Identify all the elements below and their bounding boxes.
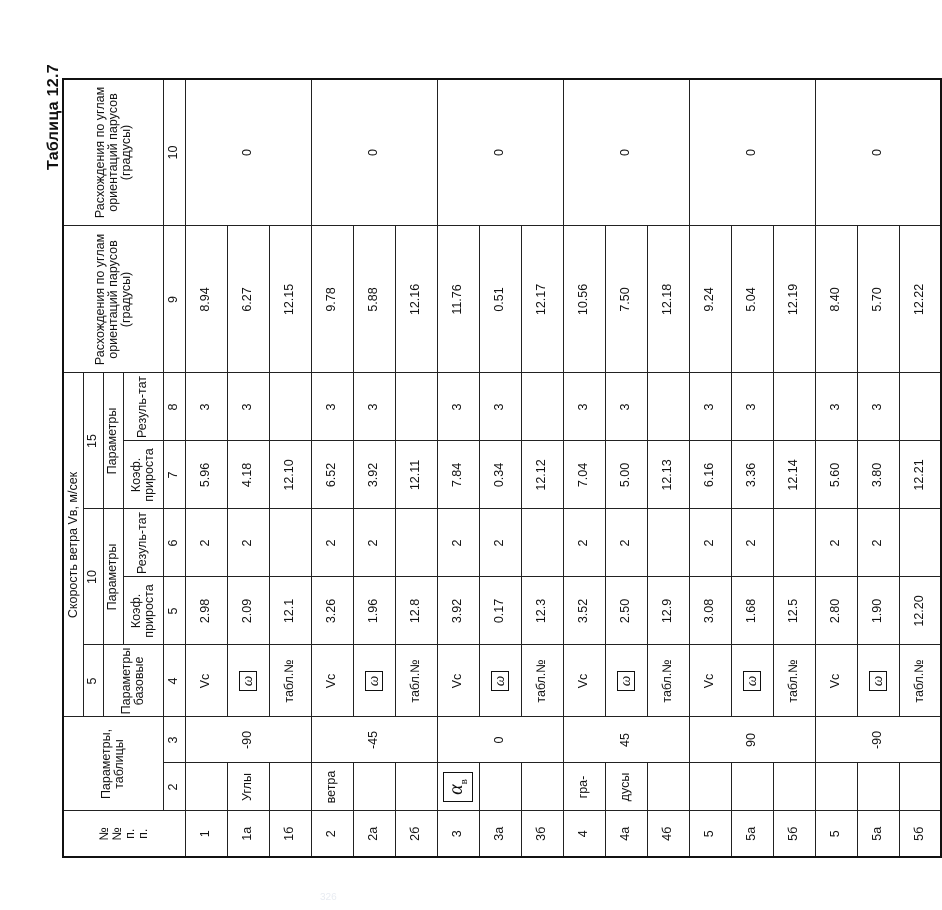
- column-number: 3: [163, 717, 185, 763]
- result-10-cell: 7.04: [563, 441, 605, 509]
- table-row: [311, 79, 353, 857]
- param-name-cell: [647, 645, 689, 717]
- param-name-text: табл.№: [786, 659, 801, 703]
- result-10-cell: 4.18: [227, 441, 269, 509]
- param-name-cell: [899, 645, 941, 717]
- coef-15-cell: 3: [227, 373, 269, 441]
- result-10-cell: 5.60: [815, 441, 857, 509]
- param-name-cell: [857, 645, 899, 717]
- table-row: [437, 79, 479, 857]
- side-label-cell: [353, 763, 395, 811]
- alpha-letter: α: [444, 784, 467, 795]
- result-15-cell: 9.24: [689, 226, 731, 373]
- param-name-text: табл.№: [660, 659, 675, 703]
- row-number-cell: 5б: [773, 811, 815, 857]
- base-value-cell: 12.9: [647, 577, 689, 645]
- param-name-cell: [437, 645, 479, 717]
- coef-10-cell: [773, 509, 815, 577]
- coef-15-cell: [269, 373, 311, 441]
- param-name-text: Vc: [450, 673, 465, 689]
- omega-symbol: ω: [869, 671, 888, 692]
- table-row: [689, 79, 731, 857]
- side-label-cell: [857, 763, 899, 811]
- result-10-cell: 12.14: [773, 441, 815, 509]
- column-number: 5: [163, 577, 185, 645]
- result-10-cell: 12.12: [521, 441, 563, 509]
- header-speed-15: 15: [83, 373, 103, 509]
- side-label-cell: [899, 763, 941, 811]
- coef-15-cell: 3: [731, 373, 773, 441]
- coef-10-cell: 2: [479, 509, 521, 577]
- coef-10-cell: 2: [815, 509, 857, 577]
- row-number-cell: 5а: [857, 811, 899, 857]
- alpha-symbol: [443, 772, 474, 802]
- divergence-9-cell: 0: [437, 79, 563, 226]
- coef-15-cell: 3: [689, 373, 731, 441]
- table-row: [185, 79, 227, 857]
- param-name-cell: [395, 645, 437, 717]
- column-number: 8: [163, 373, 185, 441]
- header-coef-10: Коэф. прироста: [123, 577, 163, 645]
- side-label-cell: [689, 763, 731, 811]
- divergence-9-cell: 0: [689, 79, 815, 226]
- divergence-9-cell: 0: [815, 79, 941, 226]
- row-number-cell: 3а: [479, 811, 521, 857]
- row-number-cell: 2а: [353, 811, 395, 857]
- side-label-text: гра-: [576, 775, 591, 799]
- base-value-cell: 2.50: [605, 577, 647, 645]
- header-number-line: п.: [136, 828, 151, 839]
- coef-10-cell: 2: [185, 509, 227, 577]
- row-number-cell: 5: [689, 811, 731, 857]
- param-name-cell: [311, 645, 353, 717]
- base-value-cell: 1.90: [857, 577, 899, 645]
- side-label-cell: [185, 763, 227, 811]
- header-number-line: №: [97, 827, 111, 841]
- data-table: [62, 78, 942, 858]
- side-label-cell: [773, 763, 815, 811]
- angle-cell: 90: [689, 717, 815, 763]
- omega-symbol: ω: [239, 671, 258, 692]
- divergence-9-cell: 0: [311, 79, 437, 226]
- coef-10-cell: 2: [227, 509, 269, 577]
- base-value-cell: 3.52: [563, 577, 605, 645]
- result-15-cell: 8.40: [815, 226, 857, 373]
- coef-10-cell: 2: [605, 509, 647, 577]
- column-number: 2: [163, 763, 185, 811]
- base-value-cell: 3.08: [689, 577, 731, 645]
- angle-cell: -90: [815, 717, 941, 763]
- side-label-cell: [311, 763, 353, 811]
- param-name-cell: [185, 645, 227, 717]
- result-10-cell: 3.80: [857, 441, 899, 509]
- coef-15-cell: [899, 373, 941, 441]
- base-value-cell: 12.20: [899, 577, 941, 645]
- page-number: 326: [320, 892, 337, 903]
- side-label-cell: [521, 763, 563, 811]
- param-name-cell: [731, 645, 773, 717]
- row-number-cell: 5а: [731, 811, 773, 857]
- coef-15-cell: 3: [353, 373, 395, 441]
- param-name-cell: [269, 645, 311, 717]
- result-15-cell: 12.18: [647, 226, 689, 373]
- side-label-cell: [563, 763, 605, 811]
- param-name-cell: [521, 645, 563, 717]
- result-10-cell: 6.16: [689, 441, 731, 509]
- result-10-cell: 6.52: [311, 441, 353, 509]
- header-speed-10: 10: [83, 509, 103, 645]
- base-value-cell: 2.80: [815, 577, 857, 645]
- omega-symbol: ω: [743, 671, 762, 692]
- coef-10-cell: 2: [563, 509, 605, 577]
- base-value-cell: 2.09: [227, 577, 269, 645]
- header-params-15: Параметры: [103, 373, 123, 509]
- result-15-cell: 6.27: [227, 226, 269, 373]
- coef-10-cell: [899, 509, 941, 577]
- column-number: 7: [163, 441, 185, 509]
- coef-15-cell: 3: [479, 373, 521, 441]
- row-number-cell: 4: [563, 811, 605, 857]
- result-10-cell: 12.11: [395, 441, 437, 509]
- coef-15-cell: [521, 373, 563, 441]
- result-15-cell: 0.51: [479, 226, 521, 373]
- side-label-cell: [647, 763, 689, 811]
- base-value-cell: 3.92: [437, 577, 479, 645]
- param-name-text: Vc: [198, 673, 213, 689]
- base-value-cell: 12.3: [521, 577, 563, 645]
- coef-10-cell: 2: [353, 509, 395, 577]
- result-10-cell: 0.34: [479, 441, 521, 509]
- table-row: [563, 79, 605, 857]
- result-10-cell: 12.21: [899, 441, 941, 509]
- column-number: 10: [163, 79, 185, 226]
- angle-cell: 45: [563, 717, 689, 763]
- result-15-cell: 5.88: [353, 226, 395, 373]
- base-value-cell: 12.8: [395, 577, 437, 645]
- coef-15-cell: 3: [605, 373, 647, 441]
- coef-10-cell: [521, 509, 563, 577]
- row-number-cell: 2: [311, 811, 353, 857]
- side-label-cell: [395, 763, 437, 811]
- row-number-cell: 5: [815, 811, 857, 857]
- row-number-cell: 4а: [605, 811, 647, 857]
- header-number-line: п.: [123, 828, 138, 839]
- alpha-subscript: в: [457, 779, 470, 785]
- coef-15-cell: 3: [437, 373, 479, 441]
- result-10-cell: 12.13: [647, 441, 689, 509]
- param-name-cell: [815, 645, 857, 717]
- base-value-cell: 1.68: [731, 577, 773, 645]
- param-name-text: Vc: [828, 673, 843, 689]
- row-number-cell: 3б: [521, 811, 563, 857]
- coef-10-cell: 2: [437, 509, 479, 577]
- param-name-text: табл.№: [282, 659, 297, 703]
- row-number-cell: 5б: [899, 811, 941, 857]
- header-wind-speed: Скорость ветра Vв, м/сек: [63, 373, 83, 717]
- result-15-cell: 10.56: [563, 226, 605, 373]
- omega-symbol: ω: [365, 671, 384, 692]
- side-label-cell: [269, 763, 311, 811]
- param-name-cell: [353, 645, 395, 717]
- result-10-cell: 5.96: [185, 441, 227, 509]
- result-15-cell: 8.94: [185, 226, 227, 373]
- table-row: [815, 79, 857, 857]
- coef-10-cell: 2: [857, 509, 899, 577]
- result-15-cell: 7.50: [605, 226, 647, 373]
- side-label-cell: [437, 763, 479, 811]
- result-10-cell: 7.84: [437, 441, 479, 509]
- result-15-cell: 5.70: [857, 226, 899, 373]
- coef-15-cell: 3: [185, 373, 227, 441]
- base-value-cell: 3.26: [311, 577, 353, 645]
- side-label-text: Углы: [240, 773, 255, 801]
- base-value-cell: 2.98: [185, 577, 227, 645]
- omega-symbol: ω: [617, 671, 636, 692]
- param-name-text: Vc: [702, 673, 717, 689]
- param-name-cell: [689, 645, 731, 717]
- header-params-tables: Параметры, таблицы: [63, 717, 163, 811]
- row-number-cell: 1: [185, 811, 227, 857]
- row-number-cell: 1а: [227, 811, 269, 857]
- result-15-cell: 11.76: [437, 226, 479, 373]
- coef-10-cell: [269, 509, 311, 577]
- coef-15-cell: 3: [563, 373, 605, 441]
- coef-15-cell: [395, 373, 437, 441]
- header-result-10: Резуль-тат: [123, 509, 163, 577]
- coef-10-cell: 2: [689, 509, 731, 577]
- coef-10-cell: 2: [731, 509, 773, 577]
- header-params-base: Параметры базовые: [103, 645, 163, 717]
- result-10-cell: 12.10: [269, 441, 311, 509]
- side-label-text: дусы: [618, 772, 633, 802]
- param-name-text: табл.№: [912, 659, 927, 703]
- coef-15-cell: 3: [815, 373, 857, 441]
- result-15-cell: 9.78: [311, 226, 353, 373]
- result-10-cell: 3.92: [353, 441, 395, 509]
- side-label-cell: [731, 763, 773, 811]
- header-coef-15: Коэф. прироста: [123, 441, 163, 509]
- angle-cell: -90: [185, 717, 311, 763]
- coef-10-cell: 2: [311, 509, 353, 577]
- result-15-cell: 12.17: [521, 226, 563, 373]
- result-15-cell: 12.16: [395, 226, 437, 373]
- base-value-cell: 1.96: [353, 577, 395, 645]
- row-number-cell: 4б: [647, 811, 689, 857]
- header-divergence-9: Расхождения по углам ориентаций парусов (градусы): [63, 226, 163, 373]
- divergence-9-cell: 0: [185, 79, 311, 226]
- param-name-cell: [479, 645, 521, 717]
- base-value-cell: 12.5: [773, 577, 815, 645]
- caption-text: Таблица 12.7: [45, 64, 62, 170]
- result-10-cell: 3.36: [731, 441, 773, 509]
- base-value-cell: 0.17: [479, 577, 521, 645]
- coef-15-cell: 3: [857, 373, 899, 441]
- row-number-cell: 3: [437, 811, 479, 857]
- coef-10-cell: [647, 509, 689, 577]
- side-label-text: ветра: [324, 770, 339, 804]
- omega-symbol: ω: [491, 671, 510, 692]
- coef-15-cell: 3: [311, 373, 353, 441]
- param-name-cell: [563, 645, 605, 717]
- header-number-line: №: [110, 827, 125, 841]
- param-name-cell: [605, 645, 647, 717]
- result-10-cell: 5.00: [605, 441, 647, 509]
- column-number: 4: [163, 645, 185, 717]
- header-params-10: Параметры: [103, 509, 123, 645]
- side-label-cell: [815, 763, 857, 811]
- result-15-cell: 5.04: [731, 226, 773, 373]
- angle-cell: 0: [437, 717, 563, 763]
- coef-15-cell: [647, 373, 689, 441]
- side-label-cell: [227, 763, 269, 811]
- result-15-cell: 12.22: [899, 226, 941, 373]
- header-divergence-10: Расхождения по углам ориентаций парусов (градусы): [63, 79, 163, 226]
- column-number: 9: [163, 226, 185, 373]
- side-label-cell: [479, 763, 521, 811]
- coef-10-cell: [395, 509, 437, 577]
- header-number: [63, 811, 185, 857]
- param-name-text: табл.№: [408, 659, 423, 703]
- base-value-cell: 12.1: [269, 577, 311, 645]
- param-name-cell: [773, 645, 815, 717]
- header-speed-5: 5: [83, 645, 103, 717]
- header-result-15: Резуль-тат: [123, 373, 163, 441]
- param-name-cell: [227, 645, 269, 717]
- param-name-text: Vc: [576, 673, 591, 689]
- result-15-cell: 12.15: [269, 226, 311, 373]
- coef-15-cell: [773, 373, 815, 441]
- divergence-9-cell: 0: [563, 79, 689, 226]
- param-name-text: табл.№: [534, 659, 549, 703]
- column-number: 6: [163, 509, 185, 577]
- rotated-table-container: [62, 80, 927, 858]
- side-label-cell: [605, 763, 647, 811]
- row-number-cell: 1б: [269, 811, 311, 857]
- angle-cell: -45: [311, 717, 437, 763]
- result-15-cell: 12.19: [773, 226, 815, 373]
- row-number-cell: 2б: [395, 811, 437, 857]
- param-name-text: Vc: [324, 673, 339, 689]
